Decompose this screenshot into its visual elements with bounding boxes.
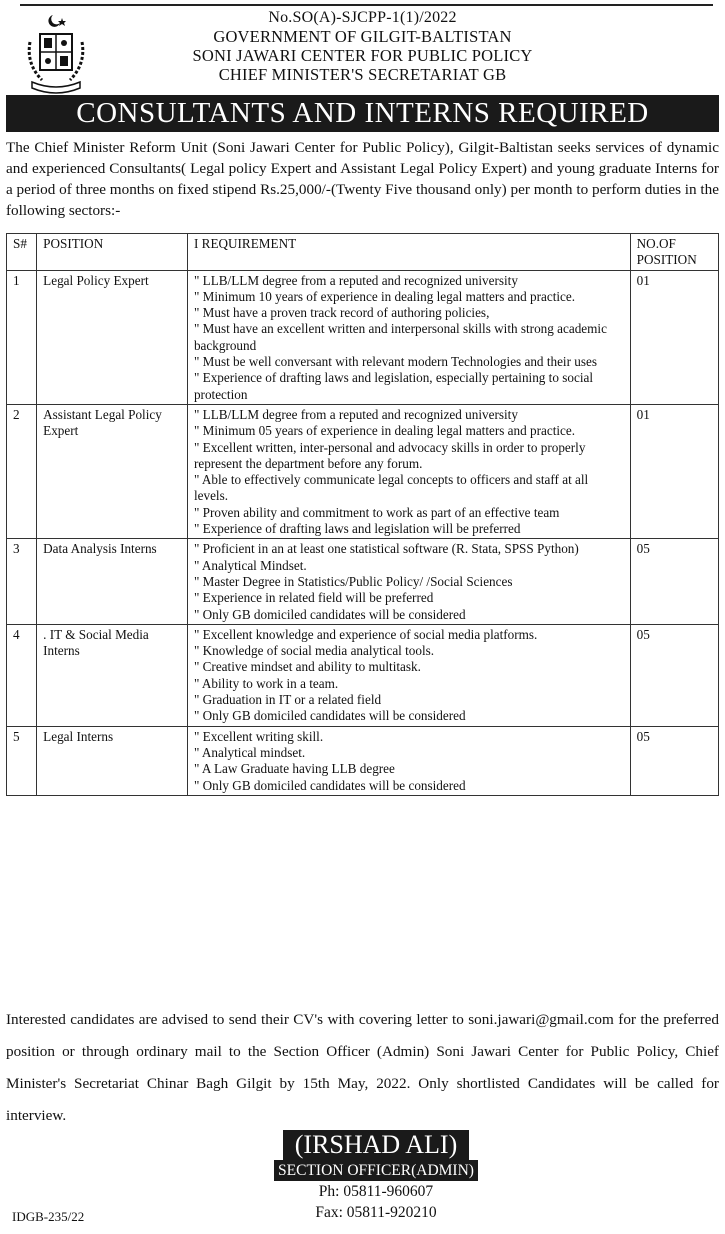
requirement-item: " Only GB domiciled candidates will be considered [193,777,466,793]
row-sno: 2 [7,404,37,538]
table-row [7,404,719,538]
table-header-row [7,234,719,271]
row-requirements [187,539,630,624]
row-sno: 4 [7,624,37,726]
requirement-item: " Must have an excellent written and interpersonal skills with strong academic background [193,321,607,353]
requirement-item: " A Law Graduate having LLB degree [193,761,395,777]
closing-paragraph: Interested candidates are advised to send their CV's with covering letter to soni.jawari@gmail.com for the preferred position or through ordinary mail to the Section Officer (Admin) Soni Jawari Center for Public Policy, Chief Minister's Secretariat Chinar Bagh Gilgit by 15th May, 2022. Only shortlisted Candidates will be called for interview. [6,1011,719,1124]
requirement-item: " Analytical mindset. [193,744,306,760]
signature-block [230,1130,500,1223]
page-title: CONSULTANTS AND INTERNS REQUIRED [6,95,719,132]
requirement-item: " Excellent writing skill. [193,728,324,744]
header-center: SONI JAWARI CENTER FOR PUBLIC POLICY [192,46,533,65]
row-requirements [187,270,630,404]
requirement-item: " Ability to work in a team. [193,675,339,691]
requirement-item: " Minimum 05 years of experience in dealing legal matters and practice. [193,423,576,439]
header [0,6,725,96]
requirement-item: " LLB/LLM degree from a reputed and recognized university [193,406,518,422]
intro-paragraph: The Chief Minister Reform Unit (Soni Jawari Center for Public Policy), Gilgit-Baltistan seeks services of dynamic and experienced Consultants( Legal policy Expert and Assistant Legal Policy Expert) and young graduate Interns for a period of three months on fixed stipend Rs.25,000/-(Twenty Five thousand only) per month to perform duties in the following sectors:- [6,139,719,219]
signatory-name: (IRSHAD ALI) [283,1130,470,1160]
row-requirements [187,624,630,726]
header-sno: S# [7,234,37,271]
row-count: 05 [630,539,718,624]
requirement-item: " Knowledge of social media analytical tools. [193,643,435,659]
positions-table [6,233,719,796]
row-position: Legal Interns [37,726,188,795]
requirement-item: " Master Degree in Statistics/Public Policy/ /Social Sciences [193,573,513,589]
requirement-item: " Experience of drafting laws and legislation will be preferred [193,521,521,537]
requirement-item: " Excellent knowledge and experience of social media platforms. [193,626,538,642]
row-sno: 1 [7,270,37,404]
row-position: Data Analysis Interns [37,539,188,624]
row-requirements [187,404,630,538]
row-count: 01 [630,270,718,404]
row-sno: 3 [7,539,37,624]
row-count: 05 [630,726,718,795]
signatory-title: SECTION OFFICER(ADMIN) [274,1160,478,1181]
requirement-item: " Experience of drafting laws and legislation, especially pertaining to social protection [193,370,593,402]
requirement-item: " Proven ability and commitment to work as part of an effective team [193,504,560,520]
requirement-item: " Proficient in an at least one statistical software (R. Stata, SPSS Python) [193,541,579,557]
row-requirements [187,726,630,795]
table-row [7,624,719,726]
row-count: 01 [630,404,718,538]
row-position: . IT & Social Media Interns [37,624,188,726]
requirement-item: " Only GB domiciled candidates will be considered [193,606,466,622]
row-sno: 5 [7,726,37,795]
header-lines [0,8,725,84]
phone-number: Ph: 05811-960607 [318,1183,434,1200]
table-row [7,270,719,404]
header-requirement: I REQUIREMENT [187,234,630,271]
requirement-item: " Experience in related field will be preferred [193,590,434,606]
requirement-item: " LLB/LLM degree from a reputed and recognized university [193,272,518,288]
fax-number: Fax: 05811-920210 [315,1204,437,1221]
requirement-item: " Able to effectively communicate legal concepts to officers and staff at all levels. [193,472,589,504]
requirement-item: " Must be well conversant with relevant modern Technologies and their uses [193,354,597,370]
requirement-item: " Analytical Mindset. [193,557,307,573]
requirement-item: " Only GB domiciled candidates will be considered [193,708,466,724]
requirement-item: " Creative mindset and ability to multitask. [193,659,421,675]
reference-number: No.SO(A)-SJCPP-1(1)/2022 [268,9,457,26]
requirement-item: " Minimum 10 years of experience in dealing legal matters and practice. [193,288,576,304]
requirement-item: " Excellent written, inter-personal and advocacy skills in order to properly represent the department before any forum. [193,439,586,471]
row-count: 05 [630,624,718,726]
requirement-item: " Must have a proven track record of authoring policies, [193,305,490,321]
advert-reference-code: IDGB-235/22 [12,1209,85,1224]
row-position: Assistant Legal Policy Expert [37,404,188,538]
table-row [7,539,719,624]
header-position: POSITION [37,234,188,271]
requirement-item: " Graduation in IT or a related field [193,692,382,708]
table-row [7,726,719,795]
row-position: Legal Policy Expert [37,270,188,404]
header-count: NO.OF POSITION [630,234,718,271]
header-government: GOVERNMENT OF GILGIT-BALTISTAN [213,27,512,46]
header-secretariat: CHIEF MINISTER'S SECRETARIAT GB [218,65,507,84]
